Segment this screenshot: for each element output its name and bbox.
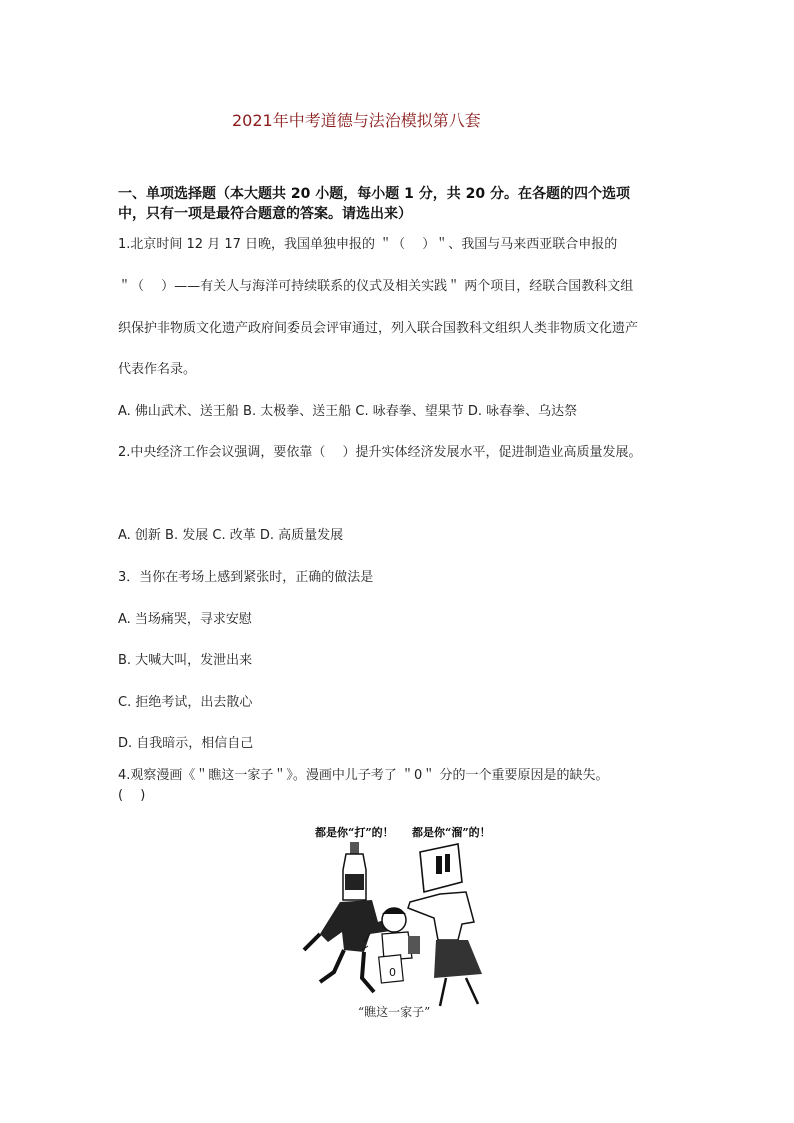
mother-figure [408, 844, 482, 1006]
score-paper: 0 [389, 966, 396, 979]
speech-right: 都是你“溜”的！ [412, 826, 491, 839]
cartoon-illustration [290, 822, 520, 1022]
question-1-options: A. 佛山武术、送王船 B. 太极拳、送王船 C. 咏春拳、望果节 D. 咏春拳、乌达祭 [118, 404, 578, 419]
question-1-line-4: 代表作名录。 [118, 362, 197, 377]
section-heading-line-2: 中，只有一项是最符合题意的答案。请选出来） [118, 206, 412, 222]
question-3-option-d: D. 自我暗示，相信自己 [118, 736, 254, 751]
cartoon-caption: “瞧这一家子” [358, 1005, 431, 1019]
question-1-line-2: ＂（ ）——有关人与海洋可持续联系的仪式及相关实践＂ 两个项目，经联合国教科文组 [118, 279, 634, 294]
speech-left: 都是你“打”的！ [315, 826, 394, 839]
section-heading-line-1: 一、单项选择题（本大题共 20 小题，每小题 1 分，共 20 分。在各题的四个选项 [118, 186, 630, 202]
question-2-options: A. 创新 B. 发展 C. 改革 D. 高质量发展 [118, 528, 344, 543]
question-1-line-3: 织保护非物质文化遗产政府间委员会评审通过，列入联合国教科文组织人类非物质文化遗产 [118, 321, 639, 336]
question-3-option-c: C. 拒绝考试，出去散心 [118, 695, 253, 710]
question-4-line-1: 4.观察漫画《＂瞧这一家子＂》。漫画中儿子考了 ＂0＂ 分的一个重要原因是的缺失。 [118, 768, 609, 783]
question-3-option-b: B. 大喊大叫，发泄出来 [118, 653, 253, 668]
question-3-stem: 3．当你在考场上感到紧张时，正确的做法是 [118, 570, 374, 585]
page-title: 2021年中考道德与法治模拟第八套 [232, 111, 481, 130]
question-4-line-2: ( ) [118, 788, 146, 803]
question-3-option-a: A. 当场痛哭，寻求安慰 [118, 612, 252, 627]
question-2-line-1: 2.中央经济工作会议强调，要依靠（ ）提升实体经济发展水平，促进制造业高质量发展。 [118, 445, 642, 460]
question-1-line-1: 1.北京时间 12 月 17 日晚，我国单独申报的 ＂（ ）＂、我国与马来西亚联合申报的 [118, 237, 618, 252]
